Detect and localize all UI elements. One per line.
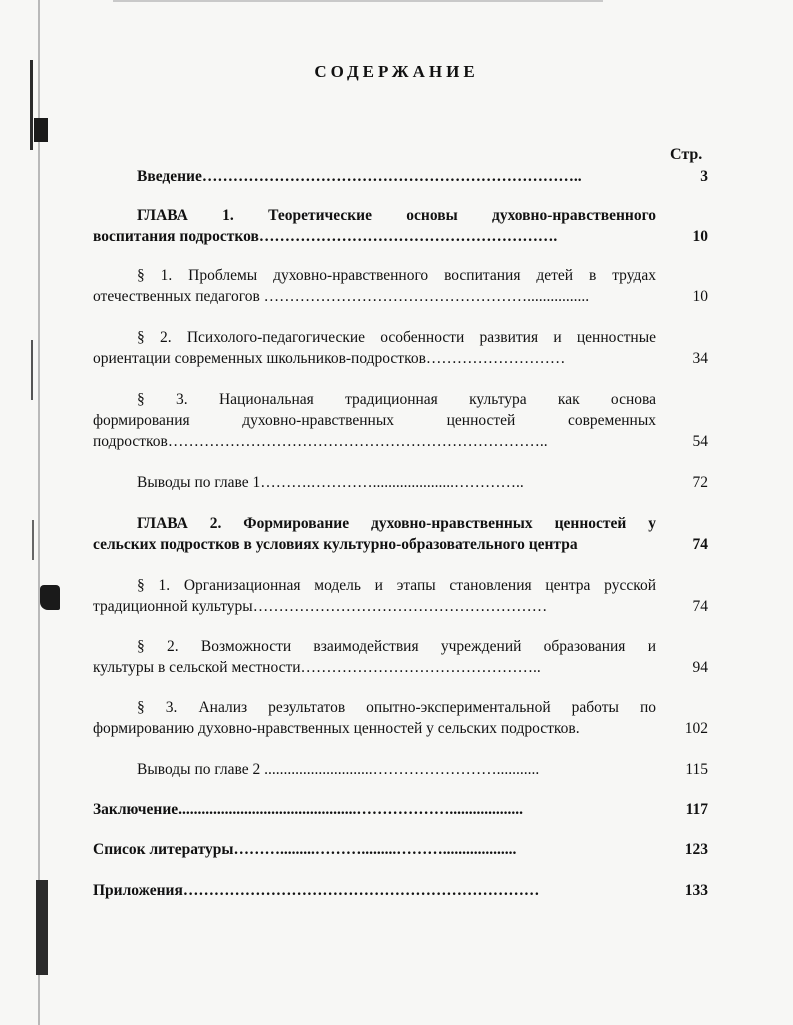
toc-page-number: 133: [684, 882, 708, 899]
toc-entry-text-line-1: § 1. Проблемы духовно-нравственного воспитания детей в трудах: [137, 267, 656, 284]
toc-entry-text: Заключение..............................................………………...................: [93, 801, 524, 818]
scan-top-line: [113, 0, 603, 2]
page-column-label: Стр.: [670, 146, 703, 163]
toc-entry-introduction[interactable]: [93, 166, 708, 187]
toc-entry-chapter-2[interactable]: [93, 513, 708, 555]
toc-entry-ch1-section-2[interactable]: [93, 327, 708, 369]
toc-entry-text-line-2: культуры в сельской местности………………………………………..: [93, 659, 541, 676]
page-title: СОДЕРЖАНИЕ: [314, 62, 479, 81]
scan-edge-mark: [40, 585, 60, 610]
scan-edge-mark: [34, 118, 48, 142]
toc-entry-ch1-section-1[interactable]: [93, 265, 708, 307]
toc-entry-text-line-2: традиционной культуры…………………………………………………: [93, 598, 548, 615]
toc-entry-ch2-section-2[interactable]: [93, 636, 708, 678]
toc-entry-text-line-2: воспитания подростков………………………………………………….: [93, 228, 558, 245]
toc-page-number: 10: [692, 288, 708, 305]
toc-entry-ch2-section-3[interactable]: [93, 697, 708, 739]
toc-entry-text-line-1: § 3. Анализ результатов опытно-экспериментальной работы по: [137, 699, 656, 716]
toc-entry-text-line-1: § 2. Психолого-педагогические особенности развития и ценностные: [137, 329, 656, 346]
toc-entry-text-line-2: формированию духовно-нравственных ценностей у сельских подростков.: [93, 720, 580, 737]
toc-entry-text: Список литературы……….........……….........………...................: [93, 841, 517, 858]
toc-entry-bibliography[interactable]: [93, 839, 708, 860]
toc-entry-text-line-2: формирования духовно-нравственных ценностей современных: [93, 412, 656, 429]
toc-entry-text: Выводы по главе 2 ............................……………………...........: [137, 761, 540, 778]
toc-entry-text-line-1: ГЛАВА 2. Формирование духовно-нравственных ценностей у: [137, 515, 656, 532]
scan-edge-mark: [31, 340, 33, 400]
scan-edge-line: [38, 0, 40, 1025]
toc-entry-text: Выводы по главе 1……….………….....................…………..: [137, 474, 524, 491]
scan-edge-mark: [32, 520, 34, 560]
toc-page-number: 74: [692, 536, 708, 553]
toc-page-number: 34: [692, 350, 708, 367]
toc-entry-ch2-section-1[interactable]: [93, 575, 708, 617]
toc-entry-ch1-section-3[interactable]: [93, 389, 708, 452]
toc-page-number: 123: [684, 841, 708, 858]
toc-page-number: 115: [685, 761, 708, 778]
toc-entry-text-line-1: § 3. Национальная традиционная культура как основа: [137, 391, 656, 408]
toc-entry-text-line-1: § 1. Организационная модель и этапы становления центра русской: [137, 577, 656, 594]
toc-entry-text-line-2: ориентации современных школьников-подростков………………………: [93, 350, 566, 367]
toc-entry-text-line-2: сельских подростков в условиях культурно-образовательного центра: [93, 536, 578, 553]
toc-entry-text-line-1: § 2. Возможности взаимодействия учреждений образования и: [137, 638, 656, 655]
toc-entry-appendices[interactable]: [93, 880, 708, 901]
toc-page-number: 54: [692, 433, 708, 450]
toc-page-number: 74: [692, 598, 708, 615]
toc-page-number: 3: [700, 168, 708, 185]
toc-page-number: 72: [692, 474, 708, 491]
toc-entry-text-line-1: ГЛАВА 1. Теоретические основы духовно-нравственного: [137, 207, 656, 224]
toc-page-number: 102: [684, 720, 708, 737]
toc-page-number: 117: [685, 801, 708, 818]
scan-edge-mark: [36, 880, 48, 975]
toc-entry-ch1-conclusions[interactable]: [93, 472, 708, 493]
toc-page-number: 10: [692, 228, 708, 245]
toc-entry-conclusion[interactable]: [93, 799, 708, 820]
toc-entry-text-line-3: подростков………………………………………………………………..: [93, 433, 548, 450]
toc-entry-text-line-2: отечественных педагогов ……………………………………………................: [93, 288, 590, 305]
toc-entry-chapter-1[interactable]: [93, 205, 708, 247]
toc-entry-text: Приложения……………………………………………………………: [93, 882, 540, 899]
toc-page-number: 94: [692, 659, 708, 676]
toc-entry-ch2-conclusions[interactable]: [93, 759, 708, 780]
toc-entry-text: Введение………………………………………………………………..: [137, 168, 582, 185]
